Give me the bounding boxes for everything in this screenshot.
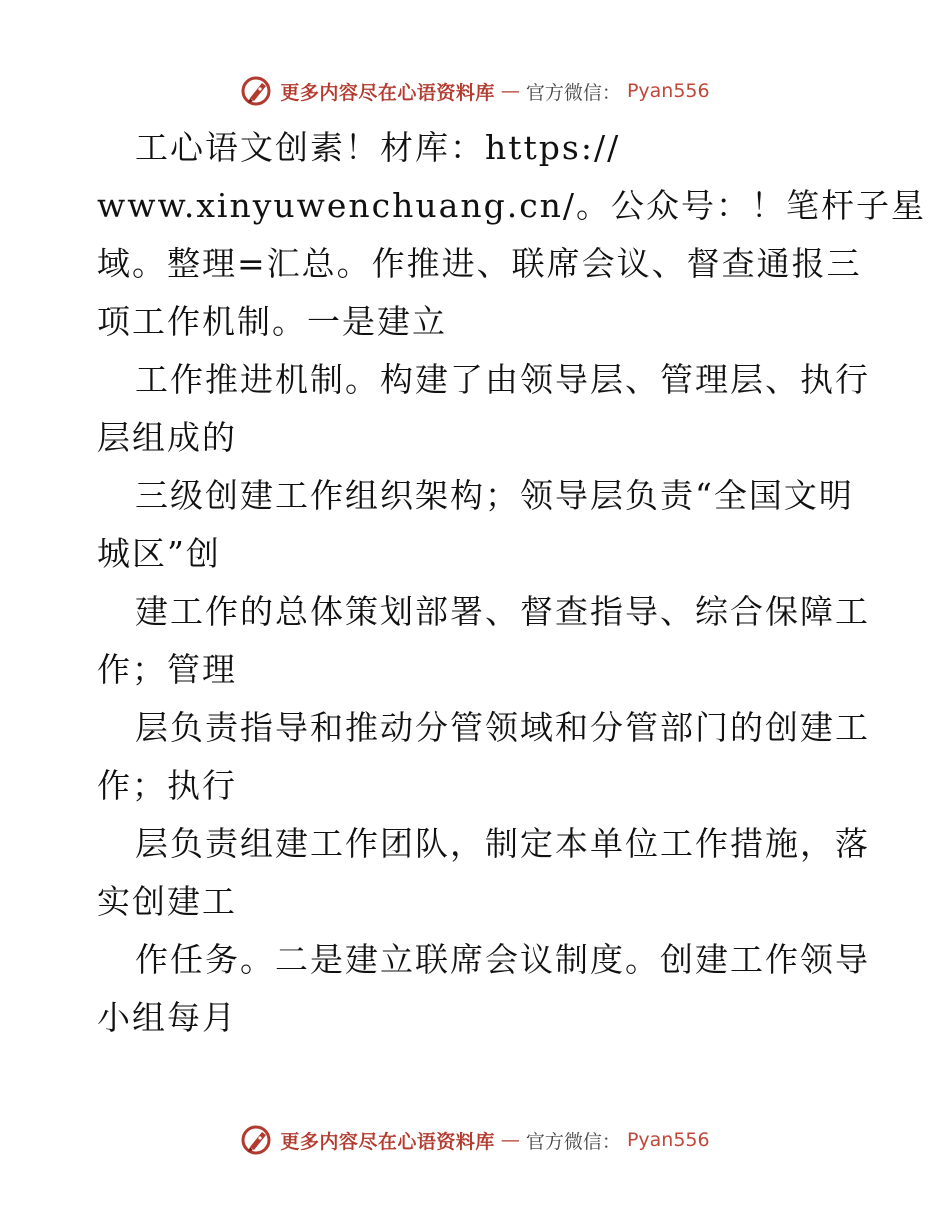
banner-title: 更多内容尽在心语资料库 [280,81,495,104]
footer-banner [0,1120,950,1160]
banner-wechat-id: Pyan556 [626,1129,710,1151]
banner-wechat-id: Pyan556 [626,80,710,102]
body-line: 域。整理=汇总。作推进、联席会议、督查通报三 [97,244,862,283]
body-line: 工作推进机制。构建了由领导层、管理层、执行 [135,360,870,399]
body-line: 建工作的总体策划部署、督查指导、综合保障工 [135,592,870,631]
banner-wechat-label: 官方微信： [525,81,621,104]
body-line: 实创建工 [97,882,237,921]
document-body [97,119,927,1047]
banner-wechat-label: 官方微信： [525,1130,621,1153]
pen-logo-icon [240,1123,274,1157]
body-line: 作；执行 [97,766,237,805]
body-line: www.xinyuwenchuang.cn/。公众号：！笔杆子星 [97,186,927,225]
body-line: 项工作机制。一是建立 [97,302,447,341]
banner-title: 更多内容尽在心语资料库 [280,1130,495,1153]
pen-logo-icon [240,74,274,108]
banner-separator: — [500,1129,520,1151]
header-banner [0,71,950,111]
banner-separator: — [500,80,520,102]
body-line: 层负责指导和推动分管领域和分管部门的创建工 [135,708,870,747]
body-line: 小组每月 [97,998,237,1037]
body-line: 三级创建工作组织架构；领导层负责“全国文明 [135,476,854,515]
body-line: 作；管理 [97,650,237,689]
body-line: 层组成的 [97,418,237,457]
body-line: 城区”创 [97,534,221,573]
body-line: 作任务。二是建立联席会议制度。创建工作领导 [135,940,870,979]
body-line: 层负责组建工作团队，制定本单位工作措施，落 [135,824,870,863]
body-line: 工心语文创素！材库：https:// [135,128,621,167]
